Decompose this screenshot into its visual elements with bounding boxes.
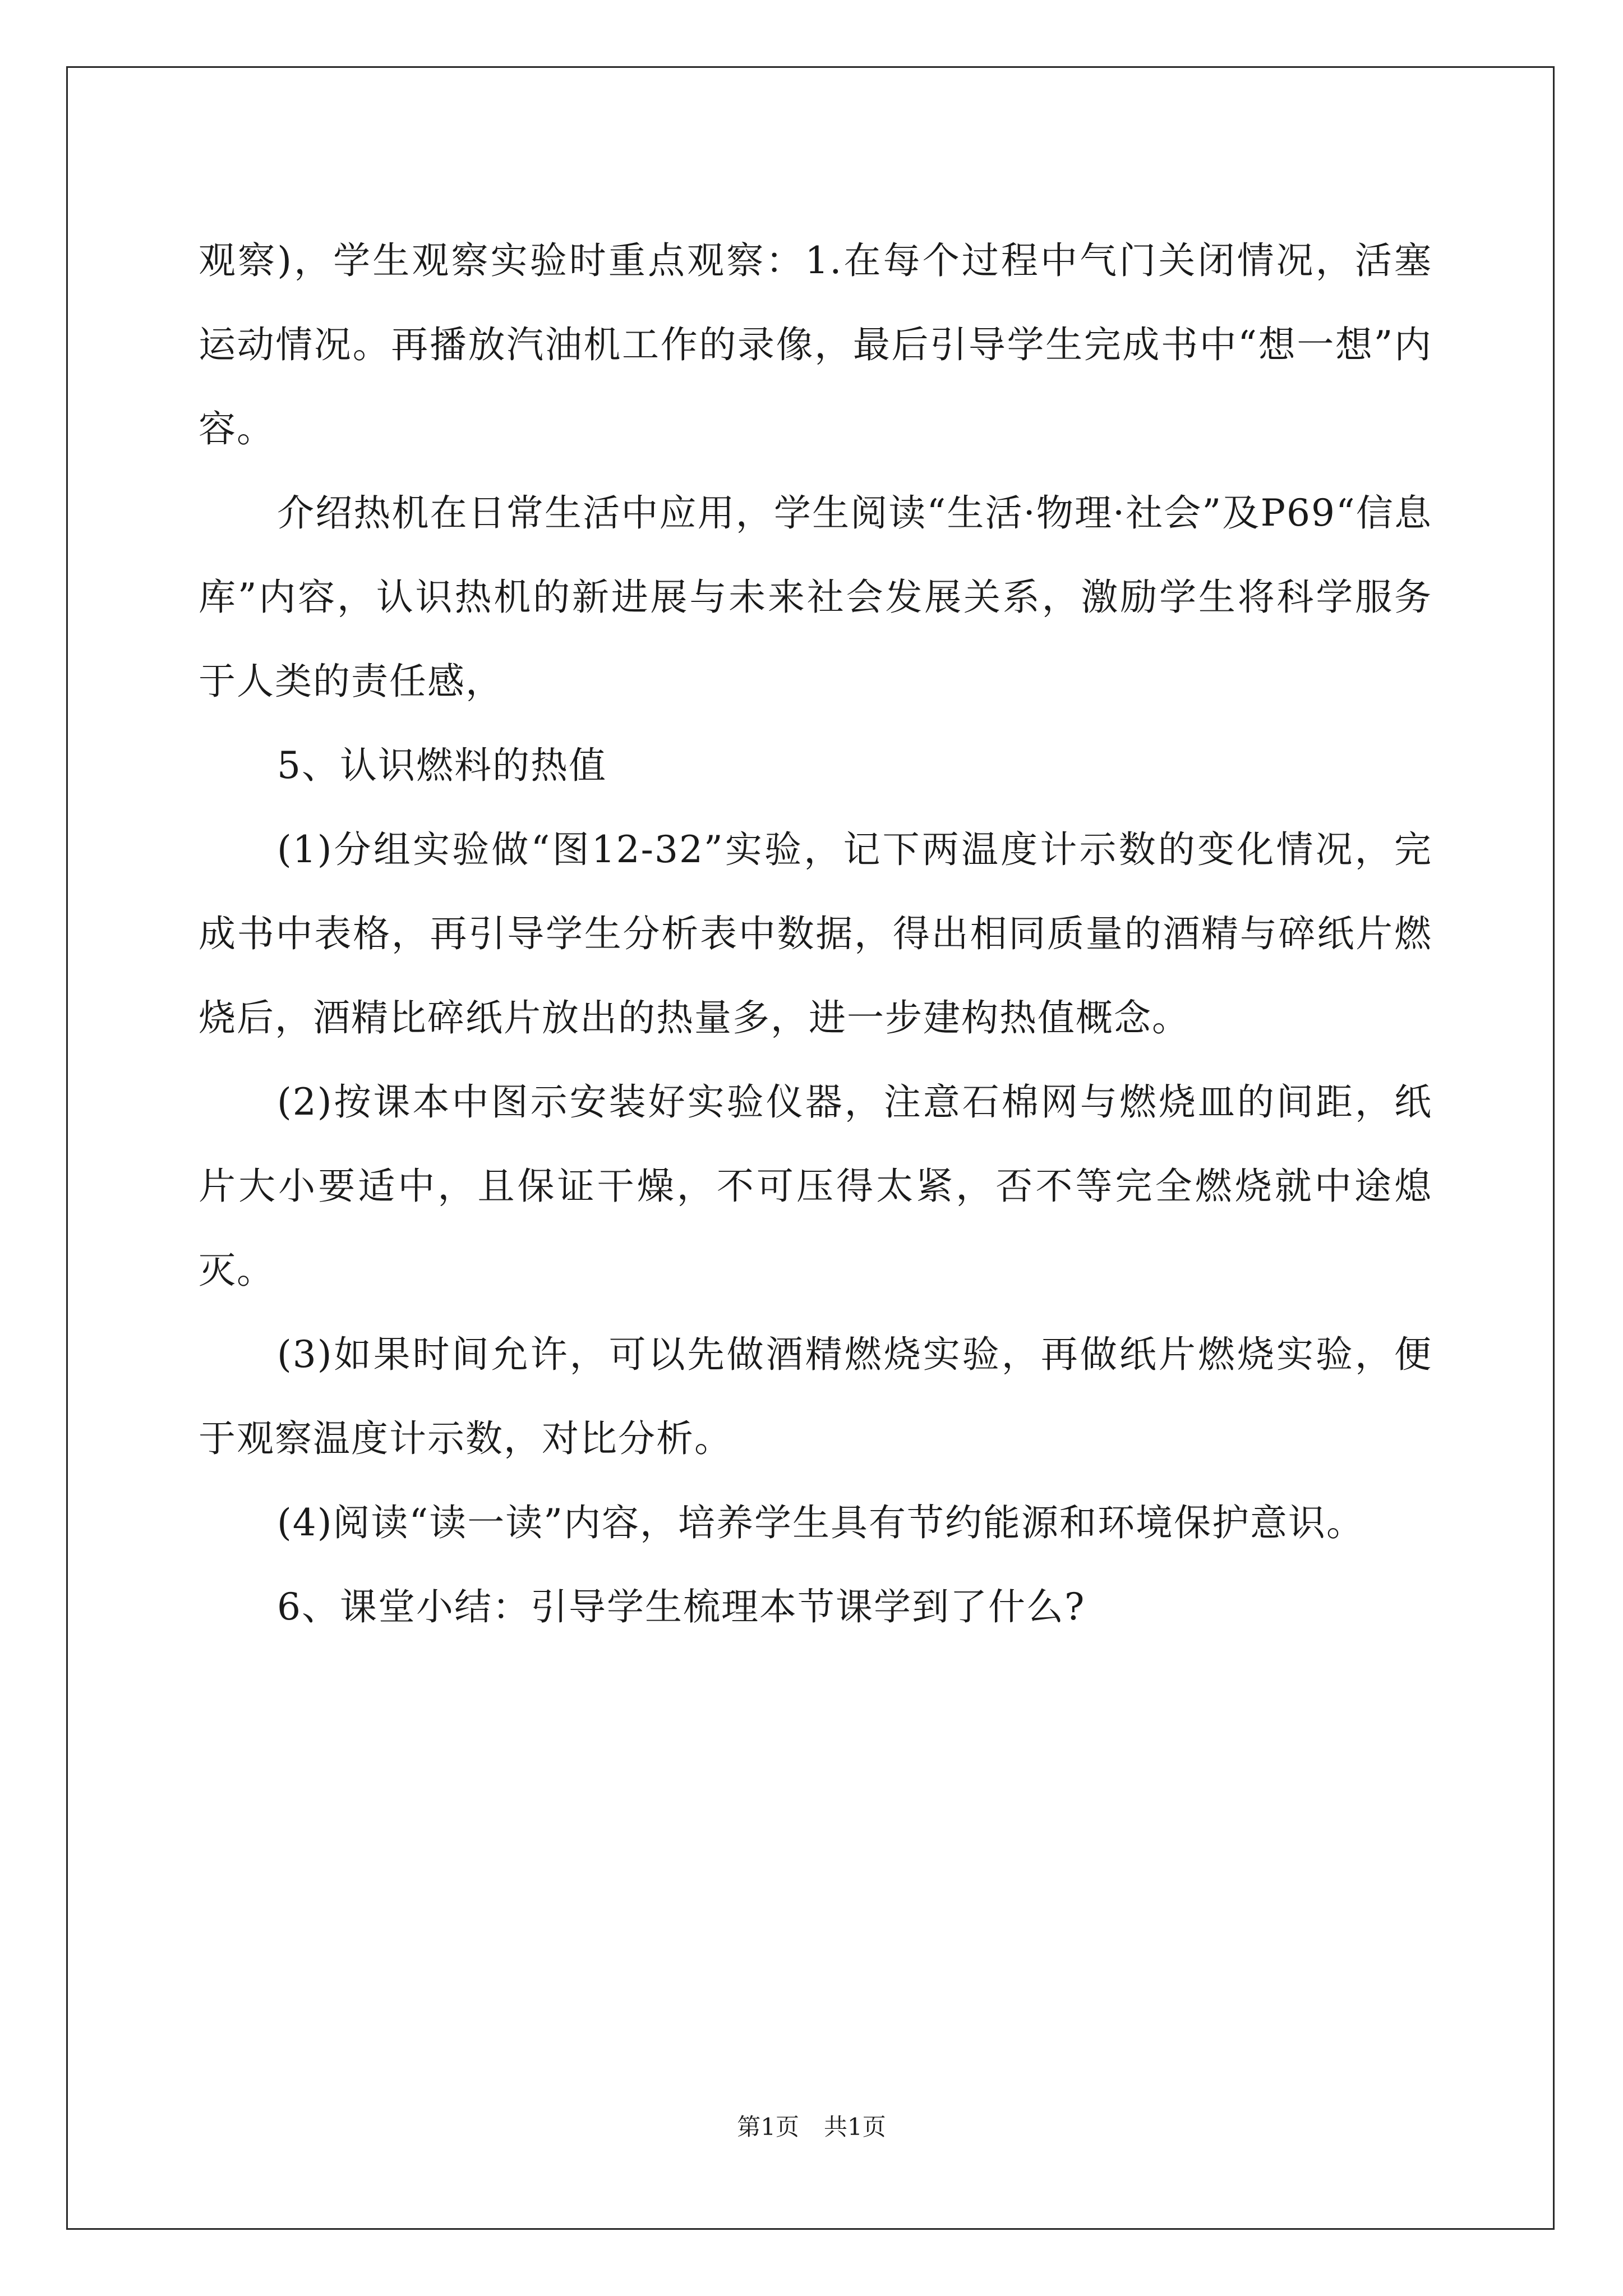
section-heading-fuel-heat-value: 5、认识燃料的热值	[277, 744, 607, 787]
paragraph-step-4: (4)阅读“读一读”内容，培养学生具有节约能源和环境保护意识。	[277, 1501, 1364, 1544]
paragraph-continuation: 观察)，学生观察实验时重点观察：1.在每个过程中气门关闭情况，活塞运动情况。再播放汽油机工作的录像，最后引导学生完成书中“想一想”内容。	[199, 239, 1432, 450]
page-total: 共1页	[824, 2113, 886, 2141]
paragraph-step-2: (2)按课本中图示安装好实验仪器，注意石棉网与燃烧皿的间距，纸片大小要适中，且保证干燥，不可压得太紧，否不等完全燃烧就中途熄灭。	[199, 1080, 1432, 1292]
section-heading-class-summary: 6、课堂小结：引导学生梳理本节课学到了什么?	[277, 1585, 1086, 1628]
paragraph-heat-engine-application: 介绍热机在日常生活中应用，学生阅读“生活·物理·社会”及P69“信息库”内容，认识热机的新进展与未来社会发展关系，激励学生将科学服务于人类的责任感，	[199, 491, 1432, 703]
paragraph-step-1: (1)分组实验做“图12-32”实验，记下两温度计示数的变化情况，完成书中表格，再引导学生分析表中数据，得出相同质量的酒精与碎纸片燃烧后，酒精比碎纸片放出的热量多，进一步建构热值概念。	[199, 828, 1432, 1039]
page-footer	[0, 2110, 1623, 2144]
page-number: 第1页	[737, 2113, 799, 2141]
paragraph-step-3: (3)如果时间允许，可以先做酒精燃烧实验，再做纸片燃烧实验，便于观察温度计示数，对比分析。	[199, 1333, 1432, 1460]
document-body	[199, 219, 1432, 1649]
